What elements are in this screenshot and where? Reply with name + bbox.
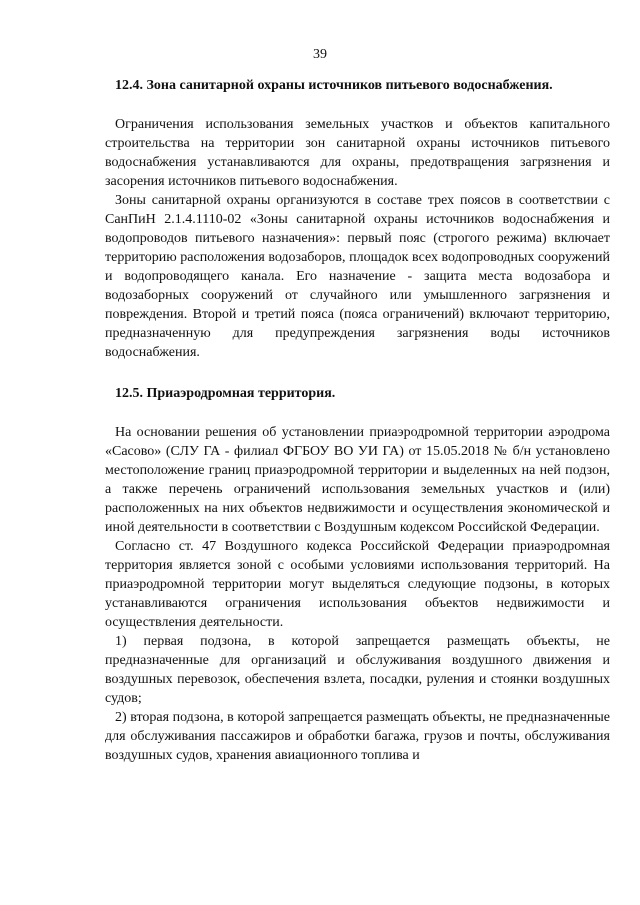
page-number: 39 [313, 47, 327, 62]
page-content [105, 76, 610, 765]
paragraph: Согласно ст. 47 Воздушного кодекса Российской Федерации приаэродромная территория является зоной с особыми условиями использования территорий. На приаэродромной территории могут выделяться следующие подзоны, в которых устанавливаются ограничения использования объектов недвижимости и осуществления деятельности. [105, 539, 610, 630]
paragraph: Зоны санитарной охраны организуются в составе трех поясов в соответствии с СанПиН 2.1.4.1110-02 «Зоны санитарной охраны источников водоснабжения и водопроводов питьевого назначения»: первый пояс (строгого режима) включает территорию расположения водозаборов, площадок всех водопроводных сооружений и водопроводящего канала. Его назначение - защита места водозабора и водозаборных сооружений от случайного или умышленного загрязнения и повреждения. Второй и третий пояса (пояса ограничений) включают территорию, предназначенную для предупреждения загрязнения воды источников водоснабжения. [105, 193, 610, 360]
paragraph: 2) вторая подзона, в которой запрещается размещать объекты, не предназначенные для обслуживания пассажиров и обработки багажа, грузов и почты, обслуживания воздушных судов, хранения авиационного топлива и [105, 710, 610, 763]
paragraph: 1) первая подзона, в которой запрещается размещать объекты, не предназначенные для организаций и обслуживания воздушного движения и воздушных перевозок, обеспечения взлета, посадки, руления и стоянки воздушных судов; [105, 634, 610, 706]
section-heading-12-5: 12.5. Приаэродромная территория. [115, 386, 336, 401]
section-heading-12-4: 12.4. Зона санитарной охраны источников питьевого водоснабжения. [115, 78, 553, 93]
paragraph: На основании решения об установлении приаэродромной территории аэродрома «Сасово» (СЛУ ГА - филиал ФГБОУ ВО УИ ГА) от 15.05.2018 № б/н установлено местоположение границ приаэродромной территории и выделенных на ней подзон, а также перечень ограничений использования земельных участков и (или) расположенных на них объектов недвижимости и осуществления экономической и иной деятельности в соответствии с Воздушным кодексом Российской Федерации. [105, 425, 610, 535]
paragraph: Ограничения использования земельных участков и объектов капитального строительства на территории зон санитарной охраны источников питьевого водоснабжения устанавливаются для охраны, предотвращения загрязнения и засорения источников питьевого водоснабжения. [105, 117, 610, 189]
section-12-4-body [105, 115, 610, 362]
section-12-5-body [105, 423, 610, 765]
